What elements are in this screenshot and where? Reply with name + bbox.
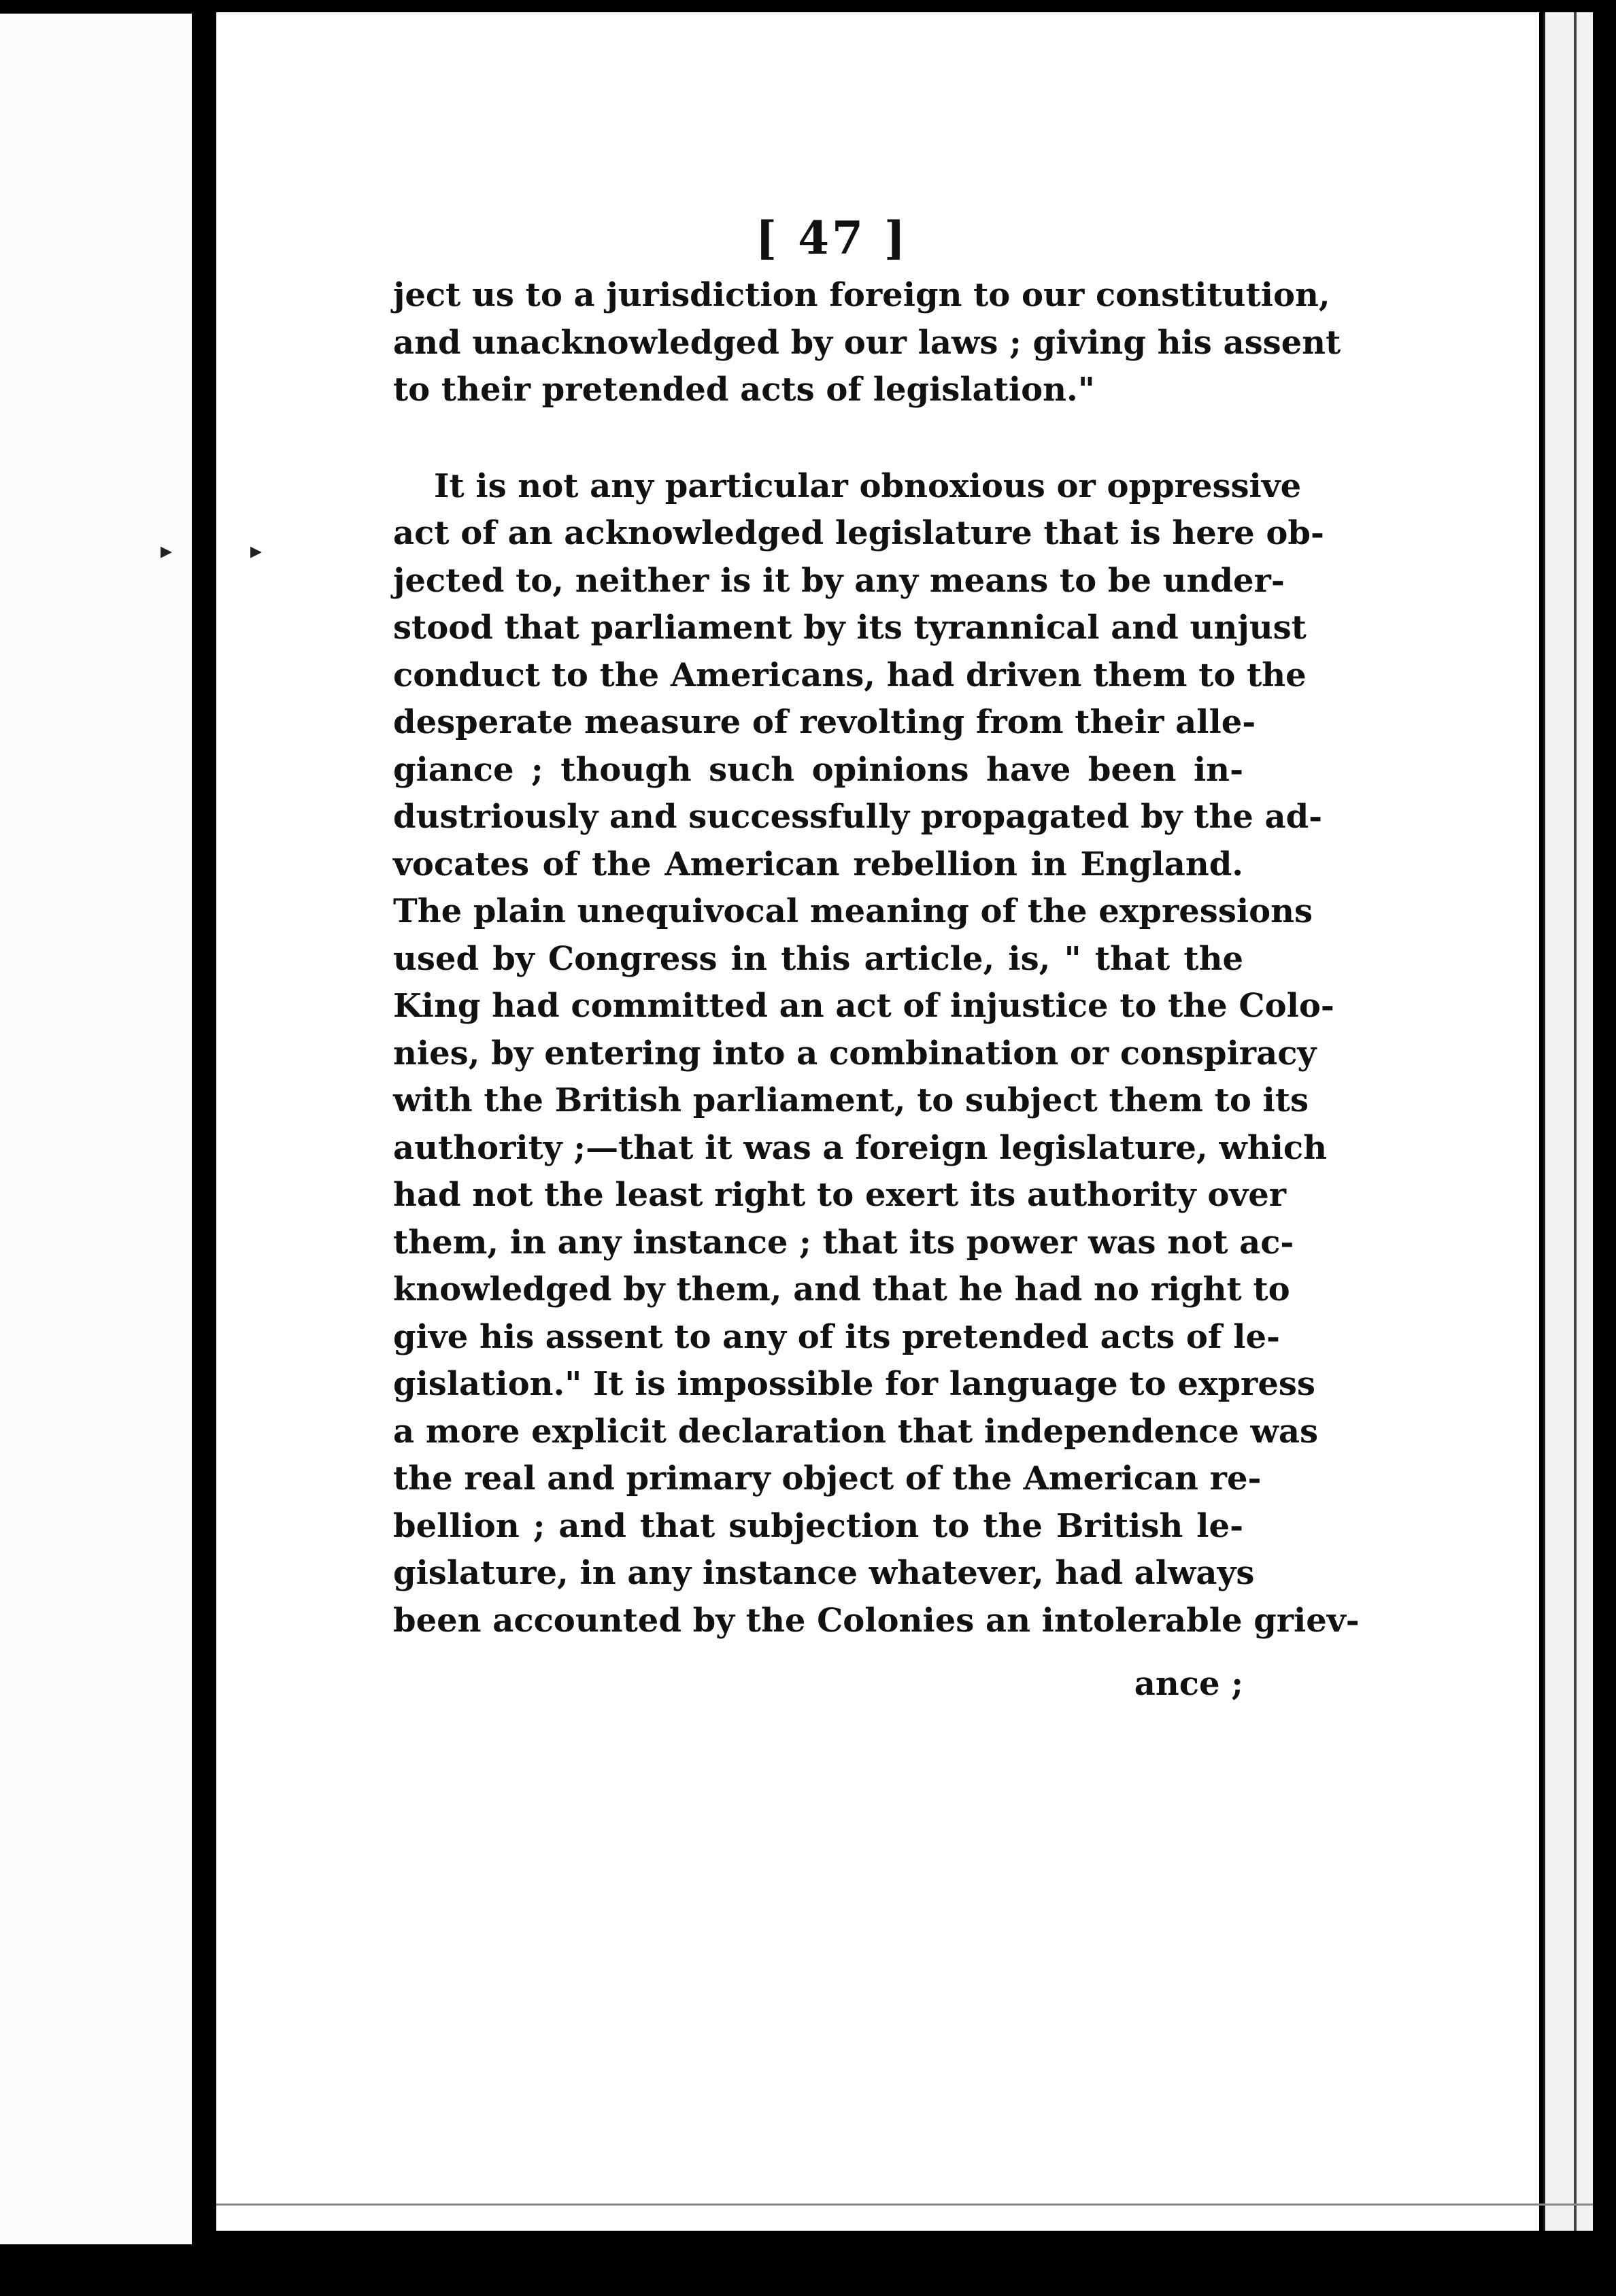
binding-gutter	[192, 0, 216, 2296]
text-line: act of an acknowledged legislature that is here ob-	[393, 514, 1324, 552]
text-line: used by Congress in this article, is, " that the	[393, 939, 1243, 978]
text-line: with the British parliament, to subject them to its	[393, 1081, 1309, 1119]
text-line: desperate measure of revolting from their alle-	[393, 703, 1256, 741]
text-line: the real and primary object of the American re-	[393, 1459, 1262, 1498]
text-line: It is not any particular obnoxious or oppressive	[434, 467, 1302, 505]
text-line: to their pretended acts of legislation."	[393, 371, 1095, 409]
text-line: The plain unequivocal meaning of the expressions	[393, 892, 1313, 930]
text-line: vocates of the American rebellion in England.	[393, 845, 1243, 883]
text-line: nies, by entering into a combination or conspiracy	[393, 1034, 1317, 1073]
text-line: conduct to the Americans, had driven them to the	[393, 656, 1307, 694]
text-line: gislature, in any instance whatever, had always	[393, 1554, 1255, 1592]
text-line: jected to, neither is it by any means to be under-	[393, 561, 1285, 600]
margin-speck: ▸	[250, 537, 263, 564]
facing-page-edge	[0, 14, 192, 2244]
text-line: been accounted by the Colonies an intolerable griev-	[393, 1601, 1360, 1640]
text-line: gislation." It is impossible for language to express	[393, 1365, 1315, 1403]
catchword: ance ;	[1134, 1665, 1243, 1703]
page-number: [ 47 ]	[755, 212, 909, 265]
text-line: had not the least right to exert its authority over	[393, 1176, 1287, 1214]
page-fore-edge	[1543, 12, 1593, 2231]
margin-speck: ▸	[161, 537, 173, 564]
text-line: and unacknowledged by our laws ; giving his assent	[393, 323, 1341, 362]
text-line: bellion ; and that subjection to the British le-	[393, 1506, 1243, 1545]
page-text	[393, 204, 1360, 1708]
text-line: stood that parliament by its tyrannical and unjust	[393, 609, 1307, 647]
paragraph-gap	[393, 414, 1243, 463]
page-fore-edge-rule	[1574, 12, 1577, 2231]
text-line: knowledged by them, and that he had no right to	[393, 1270, 1290, 1309]
text-line: give his assent to any of its pretended acts of le-	[393, 1317, 1280, 1356]
text-line: giance ; though such opinions have been in-	[393, 750, 1243, 789]
text-line: authority ;—that it was a foreign legislature, which	[393, 1128, 1327, 1167]
text-line: King had committed an act of injustice to the Colo-	[393, 987, 1334, 1025]
text-line: them, in any instance ; that its power was not ac-	[393, 1223, 1294, 1262]
text-line: dustriously and successfully propagated by the ad-	[393, 798, 1323, 836]
text-line: ject us to a jurisdiction foreign to our constitution,	[393, 276, 1330, 314]
page-bottom-edge	[216, 2204, 1593, 2206]
text-line: a more explicit declaration that independence was	[393, 1412, 1318, 1451]
